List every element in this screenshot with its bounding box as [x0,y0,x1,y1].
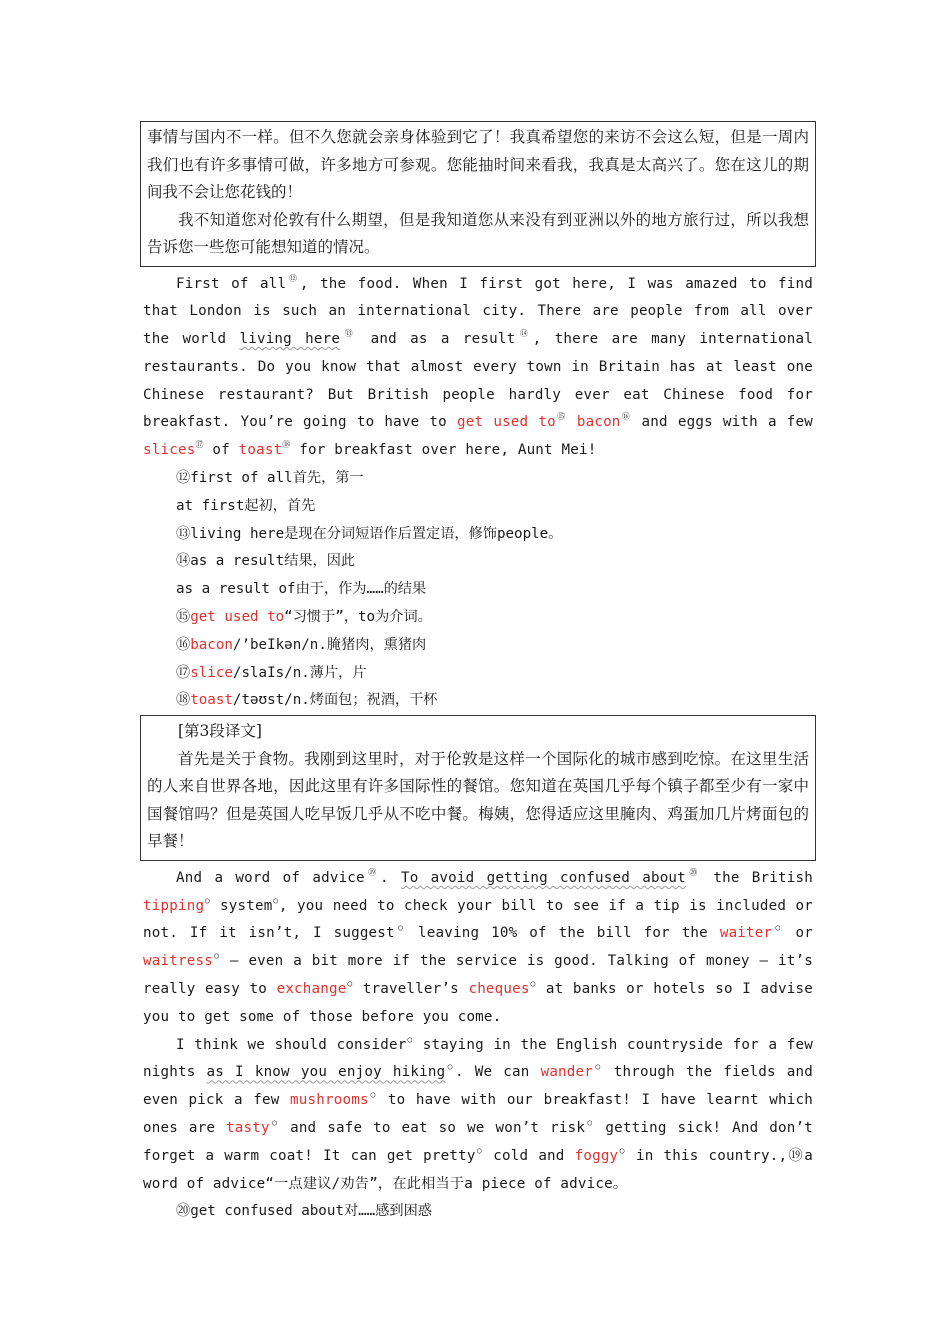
note-item: ⑱toast/təʊst/n.烤面包；祝酒，干杯 [176,692,438,709]
keyword: waitress [143,953,213,970]
keyword: toast [238,442,283,459]
underlined-phrase: living here [239,331,341,348]
translation-text: 事情与国内不一样。但不久您就会亲身体验到它了！我真希望您的来访不会这么短，但是一周内我们也有许多事情可做，许多地方可参观。您能抽时间来看我，我真是太高兴了。您在这儿的期间我不会让您花钱的！ [147,128,809,201]
notes-list-1 [143,465,813,715]
translation-box-1 [140,121,816,267]
keyword: exchange [276,980,347,997]
keyword: wander [540,1064,594,1081]
note-item: ⑯bacon/ʼbeIkən/n.腌猪肉，熏猪肉 [176,636,427,653]
translation-box-2 [140,715,816,861]
keyword: mushrooms [290,1092,369,1109]
note-item: ⑮get used to“习惯于”，to为介词。 [176,609,432,626]
note-item: ⑭as a result结果，因此 [176,553,356,570]
keyword: bacon [576,414,621,431]
underlined-phrase: To avoid getting confused about [400,869,686,886]
document-page [143,121,813,1226]
note-item: ⑬living here是现在分词短语作后置定语，修饰people。 [176,525,563,542]
keyword: get used to [457,414,556,431]
translation-text: 我不知道您对伦敦有什么期望，但是我知道您从来没有到亚洲以外的地方旅行过，所以我想告诉您一些您可能想知道的情况。 [147,210,809,256]
paragraph-3: First of all⑫, the food. When I first got here, I was amazed to find that London is such an international city. There are people from all over the world living here⑬ and as a result⑭, there are many international restaurants. Do you know that almost every town in Britain has at least one Chinese restaurant? But British people hardly ever eat Chinese food for breakfast. You’re going to have to get used to⑮ bacon⑯ and eggs with a few slices⑰ of toast⑱ for breakfast over here, Aunt Mei! [143,273,813,459]
translation-text: 首先是关于食物。我刚到这里时，对于伦敦是这样一个国际化的城市感到吃惊。在这里生活的人来自世界各地，因此这里有许多国际性的餐馆。您知道在英国几乎每个镇子都至少有一家中国餐馆吗？但是英国人吃早饭几乎从不吃中餐。梅姨，您得适应这里腌肉、鸡蛋加几片烤面包的早餐！ [147,749,809,851]
paragraph-5: I think we should consider○ staying in the English countryside for a few nights as I know you enjoy hiking○. We can wander○ through the fields and even pick a few mushrooms○ to have with our breakfast! I have learnt which ones are tasty○ and safe to eat so we won’t risk○ getting sick! And don’t forget a warm coat! It can get pretty○ cold and foggy○ in this country.,⑲a word of advice“一点建议/劝告”，在此相当于a piece of advice。 [143,1034,813,1192]
note-item: ⑰slice/slaIs/n.薄片，片 [176,664,367,681]
keyword: slices [143,442,196,459]
keyword: waiter [719,925,773,942]
paragraph-4: And a word of advice⑲. To avoid getting confused about⑳ the British tipping○ system○, you need to check your bill to see if a tip is included or not. If it isn’t, I suggest○ leaving 10% of the bill for the waiter○ or waitress○ — even a bit more if the service is good. Talking of money — it’s really easy to exchange○ traveller’s cheques○ at banks or hotels so I advise you to get some of those before you come. [143,867,813,1025]
note-item: at first起初，首先 [176,497,316,514]
notes-list-2 [143,1198,813,1226]
keyword: tasty [226,1119,270,1136]
keyword: tipping [143,897,205,914]
note-item: as a result of由于，作为……的结果 [176,581,427,598]
note-item: ⑳get confused about对……感到困惑 [176,1203,432,1220]
translation-title: [第3段译文] [178,722,262,741]
keyword: foggy [574,1147,619,1164]
underlined-phrase: as I know you enjoy hiking [206,1064,446,1081]
note-item: ⑫first of all首先，第一 [176,470,364,487]
keyword: cheques [468,980,530,997]
